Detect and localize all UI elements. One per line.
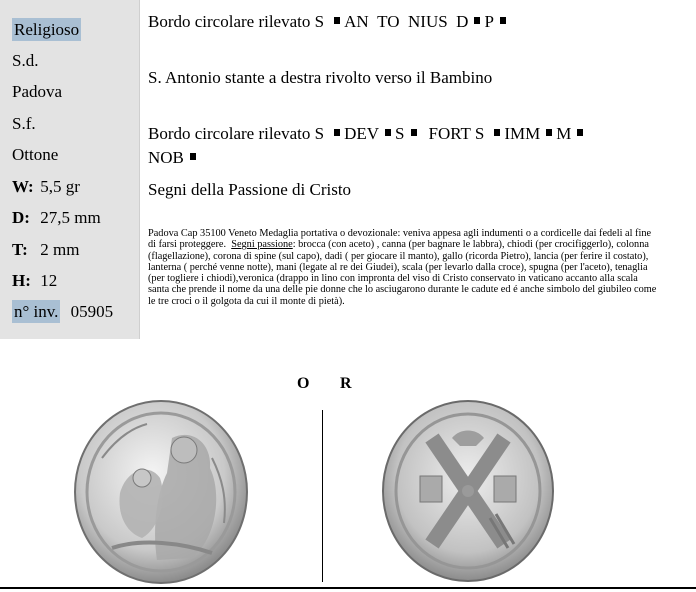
weight-value: 5,5 gr — [40, 177, 80, 196]
obverse-legend-word: TO — [377, 12, 400, 31]
inventory-label: n° inv. — [14, 302, 59, 321]
thickness-field — [12, 240, 79, 260]
notes-intro: Padova Cap 35100 Veneto Medaglia portativa o devozionale: veniva appesa agli indumenti o a cordicelle dai fedeli al fine di farsi proteggere. — [148, 228, 652, 251]
diameter-value: 27,5 mm — [40, 208, 101, 227]
reverse-legend-word: NOB — [148, 148, 184, 167]
inventory-value: 05905 — [70, 302, 114, 321]
height-field — [12, 271, 57, 291]
date-field: S.d. — [12, 51, 39, 70]
height-value: 12 — [40, 271, 58, 290]
metal-field: Ottone — [12, 145, 59, 164]
obverse-border-prefix: Bordo circolare rilevato S — [148, 12, 325, 31]
reverse-description: Segni della Passione di Cristo — [148, 180, 352, 199]
obverse-legend-word: D — [456, 12, 469, 31]
notes-paragraph — [148, 228, 658, 307]
obverse-legend-word: NIUS — [408, 12, 448, 31]
square-icon — [385, 129, 391, 136]
reverse-label: R — [340, 375, 352, 392]
obverse-description: S. Antonio stante a destra rivolto verso il Bambino — [148, 68, 493, 87]
thickness-label: T: — [12, 240, 28, 259]
reverse-border-prefix: Bordo circolare rilevato S — [148, 124, 325, 143]
reverse-border-line — [148, 124, 587, 144]
city-field: Padova — [12, 82, 63, 101]
inventory-field — [12, 302, 113, 322]
category-value: Religioso — [14, 20, 80, 39]
foundry-field: S.f. — [12, 114, 36, 133]
reverse-legend-word: FORT S — [428, 124, 485, 143]
bottom-rule — [0, 587, 696, 589]
coin-divider — [322, 410, 323, 582]
diameter-label: D: — [12, 208, 30, 227]
obverse-border-line — [148, 12, 510, 32]
category-field — [12, 20, 81, 40]
square-icon — [474, 17, 480, 24]
obverse-legend-word: P — [484, 12, 494, 31]
obverse-label: O — [297, 375, 310, 392]
square-icon — [190, 153, 196, 160]
metadata-sidebar — [0, 0, 140, 339]
thickness-value: 2 mm — [40, 240, 80, 259]
square-icon — [411, 129, 417, 136]
reverse-legend-word: IMM — [504, 124, 541, 143]
square-icon — [500, 17, 506, 24]
obverse-legend-word: AN — [344, 12, 369, 31]
notes-emphasis: Segni passione — [231, 239, 293, 251]
weight-field — [12, 177, 80, 197]
reverse-legend-word: S — [395, 124, 405, 143]
square-icon — [494, 129, 500, 136]
obverse-medal-image — [72, 398, 250, 586]
reverse-border-line-2 — [148, 148, 200, 168]
square-icon — [577, 129, 583, 136]
square-icon — [546, 129, 552, 136]
square-icon — [334, 17, 340, 24]
diameter-field — [12, 208, 101, 228]
weight-label: W: — [12, 177, 34, 196]
square-icon — [334, 129, 340, 136]
notes-rest: : brocca (con aceto) , canna (per bagnare le labbra), chiodi (per crocifiggerlo), colonna (flagellazione), corona di spine (sul capo), dadi ( per giocare il manto), gallo (ricorda Pietro), lancia (per ferire il costato), lanterna ( perché venne notte), mani (legate al re dei Giudei), scala (per levarlo dalla croce), spugna (per l'aceto), tenaglia (per togliere i chiodi),veronica (drappo in lino con impronta del viso di Cristo conservato in vaticano accanto alla scala santa che prende il nome da una delle pie donne che lo asciugarono durante le cadute ed é anche simbolo del giubileo come le tre croci o il golgota da cui il monte di pietà). — [148, 239, 657, 307]
height-label: H: — [12, 271, 31, 290]
reverse-medal-image — [380, 398, 556, 584]
reverse-legend-word: DEV — [344, 124, 380, 143]
reverse-legend-word: M — [556, 124, 572, 143]
